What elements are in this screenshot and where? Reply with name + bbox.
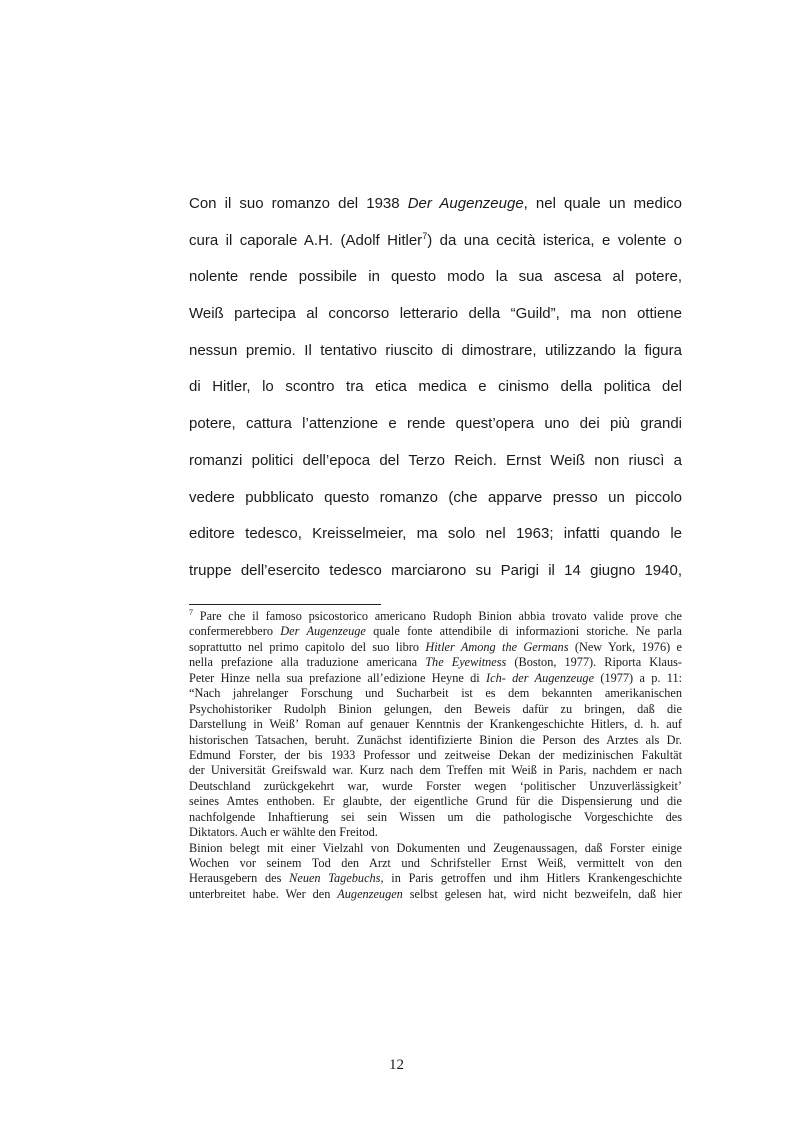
body-line: Con il suo romanzo del 1938 Der Augenzeuge, nel quale un medico (189, 195, 682, 212)
footnote-line: nachfolgende Inhaftierung sei sein Wissen um die pathologische Vorgeschichte des (189, 809, 682, 824)
footnote-line: $^7$ Pare che il famoso psicostorico americano Rudoph Binion abbia trovato valide prove che (189, 607, 682, 623)
footnote-line: Darstellung in Weiß’ Roman auf genauer Kenntnis der Krankengeschichte Hitlers, d. h. auf (189, 717, 682, 732)
body-line: nessun premio. Il tentativo riuscito di dimostrare, utilizzando la figura (189, 341, 682, 359)
footnote-reference[interactable]: 7 (422, 230, 428, 241)
footnote-line: Peter Hinze nella sua prefazione all’edizione Heyne di Ich- der Augenzeuge (1977) a p. 11: (189, 670, 683, 685)
footnote-line: Deutschland zurückgekehrt war, wurde Forster wegen ‘politischer Unzuverlässigkeit’ (189, 778, 682, 793)
body-line: vedere pubblicato questo romanzo (che apparve presso un piccolo (189, 488, 682, 506)
body-line: romanzi politici dell’epoca del Terzo Reich. Ernst Weiß non riuscì a (189, 451, 682, 469)
footnote-line: nella prefazione alla traduzione americana The Eyewitness (Boston, 1977). Riporta Klaus- (189, 655, 682, 670)
body-line: truppe dell’esercito tedesco marciarono su Parigi il 14 giugno 1940, (189, 561, 682, 579)
footnote-number: 7 (189, 607, 193, 617)
footnote-line: “Nach jahrelanger Forschung und Sucharbeit ist es dem bekannten amerikanischen (189, 686, 682, 701)
footnote-separator (189, 604, 381, 605)
footnote-line: confermerebbero Der Augenzeuge quale fonte attendibile di informazioni storiche. Ne parla (189, 624, 682, 639)
footnote-line: Binion belegt mit einer Vielzahl von Dokumenten und Zeugenaussagen, daß Forster einige (189, 840, 682, 855)
footnote-line: Diktators. Auch er wählte den Freitod. (189, 825, 378, 840)
body-line: editore tedesco, Kreisselmeier, ma solo nel 1963; infatti quando le (189, 525, 682, 543)
footnote-line: Herausgebern des Neuen Tagebuchs, in Paris getroffen und ihm Hitlers Krankengeschichte (189, 871, 683, 886)
main-paragraph (189, 186, 682, 590)
footnote-line: der Universität Greifswald war. Kurz nach dem Treffen mit Weiß in Paris, nachdem er nach (189, 763, 682, 778)
body-line: potere, cattura l’attenzione e rende quest’opera uno dei più grandi (189, 415, 682, 433)
body-line: nolente rende possibile in questo modo la sua ascesa al potere, (189, 268, 682, 286)
footnote-line: Edmund Forster, der bis 1933 Professor und zeitweise Dekan der medizinischen Fakultät (189, 747, 682, 762)
book-title-italic: Der Augenzeuge (407, 195, 524, 212)
body-line: Weiß partecipa al concorso letterario della “Guild”, ma non ottiene (189, 305, 682, 323)
footnote-line: Psychohistoriker Rudolph Binion gelungen, den Beweis dafür zu bringen, daß die (189, 701, 682, 716)
footnote-line: seines Amtes enthoben. Er glaubte, der eigentliche Grund für die Dispensierung und die (189, 794, 682, 809)
footnote-line: unterbreitet habe. Wer den Augenzeugen selbst gelesen hat, wird nicht bezweifeln, daß hier (189, 886, 682, 901)
body-line: cura il caporale A.H. (Adolf Hitler$^7$) da una cecità isterica, e volente o (189, 230, 682, 249)
footnote-line: Wochen vor seinem Tod den Arzt und Schrifsteller Ernst Weiß, vermittelt von den (189, 856, 682, 870)
page-number: 12 (389, 1057, 404, 1073)
footnote-line: soprattutto nel primo capitolo del suo libro Hitler Among the Germans (New York, 1976) e (189, 639, 682, 654)
footnote-line: historischen Tatsachen, beruht. Zunächst identifizierte Binion die Person des Arztes als Dr. (189, 732, 682, 747)
footnote-7 (189, 609, 682, 902)
body-line: di Hitler, lo scontro tra etica medica e cinismo della politica del (189, 378, 682, 396)
